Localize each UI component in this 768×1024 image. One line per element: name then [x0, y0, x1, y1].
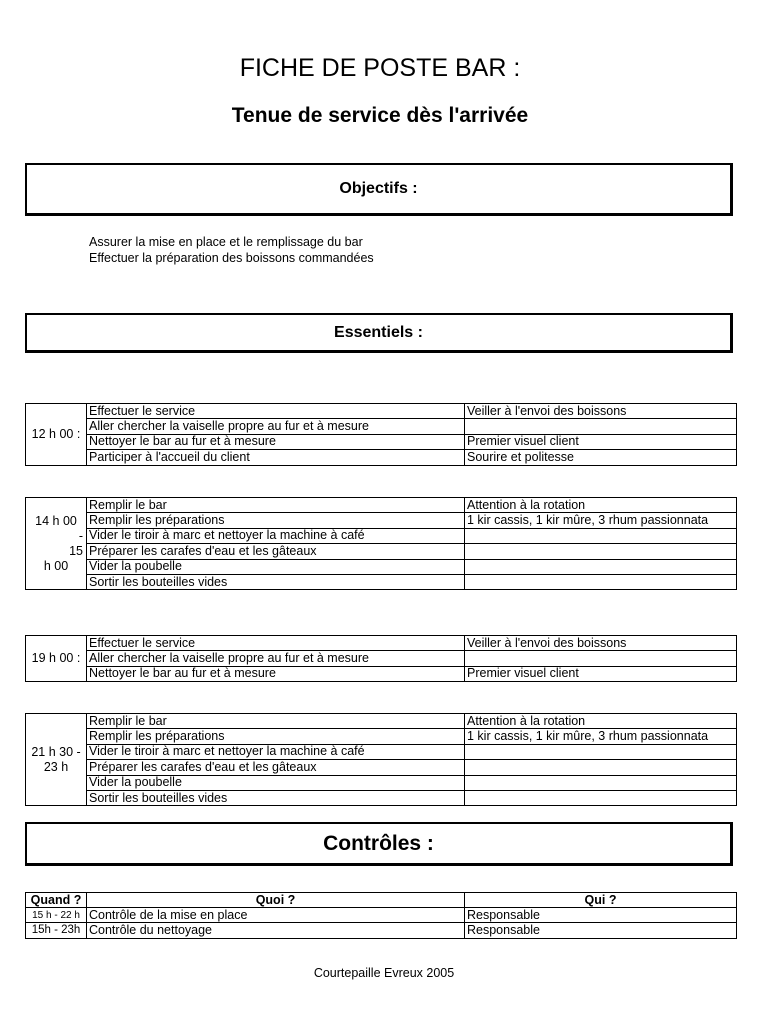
schedule-table-12h [25, 403, 737, 466]
task-cell: Remplir le bar [87, 498, 465, 513]
task-cell: Remplir les préparations [87, 729, 465, 744]
who-cell: Responsable [465, 908, 737, 923]
task-cell: Sortir les bouteilles vides [87, 574, 465, 589]
objectifs-heading-box [25, 163, 733, 216]
table-row [26, 714, 737, 729]
note-cell: Veiller à l'envoi des boissons [465, 404, 737, 419]
note-cell [465, 559, 737, 574]
table-row [26, 419, 737, 434]
when-cell: 15 h - 22 h [26, 908, 87, 923]
column-header: Quand ? [26, 893, 87, 908]
what-cell: Contrôle de la mise en place [87, 908, 465, 923]
task-cell: Effectuer le service [87, 404, 465, 419]
page-title: FICHE DE POSTE BAR : [239, 54, 521, 82]
table-row [26, 513, 737, 528]
table-row [26, 528, 737, 543]
note-cell [465, 790, 737, 805]
schedule-table-21h30 [25, 713, 737, 806]
time-cell [26, 498, 87, 590]
time-line: h 00 [43, 558, 69, 573]
task-cell: Préparer les carafes d'eau et les gâteaux [87, 760, 465, 775]
task-cell: Nettoyer le bar au fur et à mesure [87, 434, 465, 449]
task-cell: Sortir les bouteilles vides [87, 790, 465, 805]
task-cell: Vider la poubelle [87, 775, 465, 790]
table-row [26, 559, 737, 574]
task-cell: Aller chercher la vaiselle propre au fur et à mesure [87, 651, 465, 666]
task-cell: Remplir les préparations [87, 513, 465, 528]
time-cell: 12 h 00 : [26, 404, 87, 466]
note-cell [465, 528, 737, 543]
note-cell: Attention à la rotation [465, 498, 737, 513]
table-row [26, 729, 737, 744]
table-row [26, 450, 737, 465]
table-row [26, 651, 737, 666]
note-cell [465, 760, 737, 775]
schedule-table-14h [25, 497, 737, 590]
essentiels-heading-box [25, 313, 733, 353]
controles-heading: Contrôles : [323, 831, 434, 855]
table-row [26, 636, 737, 651]
column-header: Qui ? [465, 893, 737, 908]
table-row [26, 498, 737, 513]
task-cell: Remplir le bar [87, 714, 465, 729]
note-cell [465, 544, 737, 559]
table-row [26, 760, 737, 775]
objectif-line: Assurer la mise en place et le remplissage du bar [89, 235, 363, 249]
page-subtitle: Tenue de service dès l'arrivée [231, 104, 529, 127]
time-line: 14 h 00 [35, 513, 77, 528]
note-cell: Premier visuel client [465, 434, 737, 449]
table-row [26, 544, 737, 559]
table-row [26, 666, 737, 681]
who-cell: Responsable [465, 923, 737, 938]
note-cell [465, 775, 737, 790]
note-cell: 1 kir cassis, 1 kir mûre, 3 rhum passionnata [465, 513, 737, 528]
table-row [26, 404, 737, 419]
note-cell: Veiller à l'envoi des boissons [465, 636, 737, 651]
task-cell: Nettoyer le bar au fur et à mesure [87, 666, 465, 681]
note-cell: Sourire et politesse [465, 450, 737, 465]
time-cell: 19 h 00 : [26, 636, 87, 682]
time-cell: 21 h 30 - 23 h [26, 714, 87, 806]
note-cell [465, 419, 737, 434]
time-line: - [78, 528, 83, 543]
note-cell [465, 651, 737, 666]
task-cell: Vider le tiroir à marc et nettoyer la machine à café [87, 744, 465, 759]
note-cell: Attention à la rotation [465, 714, 737, 729]
controles-heading-box [25, 822, 733, 866]
what-cell: Contrôle du nettoyage [87, 923, 465, 938]
table-row [26, 744, 737, 759]
task-cell: Participer à l'accueil du client [87, 450, 465, 465]
note-cell [465, 744, 737, 759]
time-line: 15 [69, 543, 83, 558]
task-cell: Aller chercher la vaiselle propre au fur et à mesure [87, 419, 465, 434]
note-cell [465, 574, 737, 589]
table-row [26, 790, 737, 805]
table-header-row [26, 893, 737, 908]
task-cell: Vider le tiroir à marc et nettoyer la machine à café [87, 528, 465, 543]
task-cell: Vider la poubelle [87, 559, 465, 574]
note-cell: Premier visuel client [465, 666, 737, 681]
objectif-line: Effectuer la préparation des boissons commandées [89, 250, 374, 265]
objectifs-heading: Objectifs : [339, 180, 418, 197]
table-row [26, 923, 737, 938]
column-header: Quoi ? [87, 893, 465, 908]
task-cell: Effectuer le service [87, 636, 465, 651]
essentiels-heading: Essentiels : [334, 323, 423, 341]
footer: Courtepaille Evreux 2005 [313, 966, 455, 980]
when-cell: 15h - 23h [26, 923, 87, 938]
note-cell: 1 kir cassis, 1 kir mûre, 3 rhum passionnata [465, 729, 737, 744]
table-row [26, 434, 737, 449]
objectifs-list [89, 235, 374, 266]
controles-table [25, 892, 737, 939]
schedule-table-19h [25, 635, 737, 682]
table-row [26, 775, 737, 790]
table-row [26, 574, 737, 589]
table-row [26, 908, 737, 923]
task-cell: Préparer les carafes d'eau et les gâteaux [87, 544, 465, 559]
